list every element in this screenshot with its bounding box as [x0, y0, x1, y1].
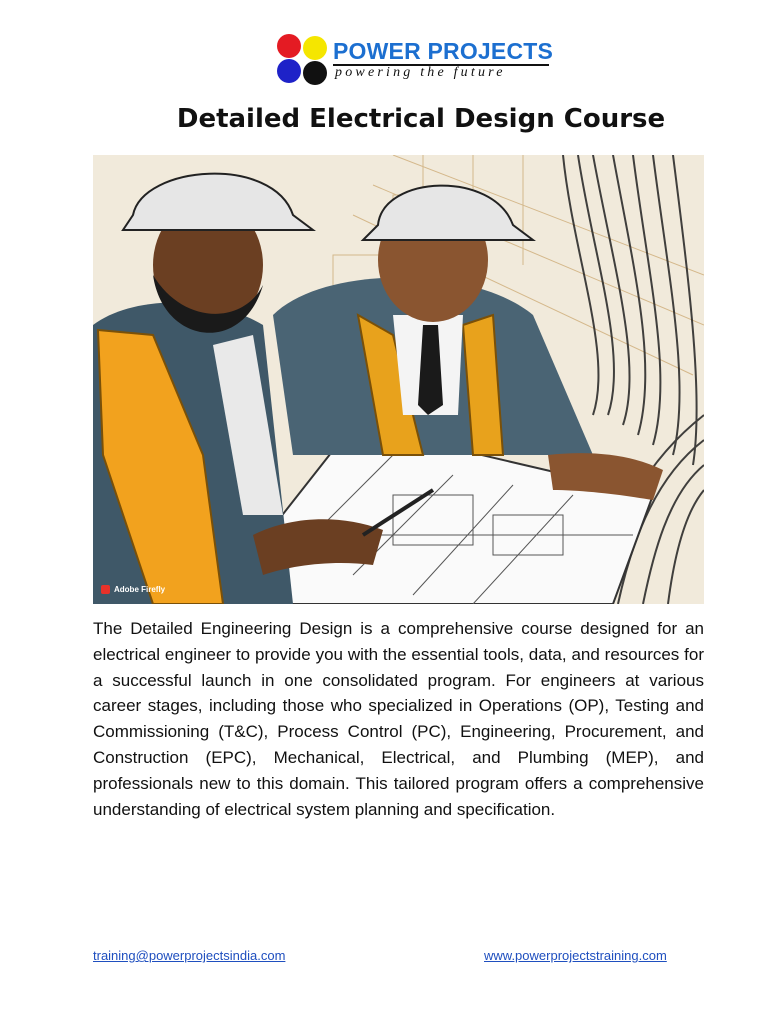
- brand-logo: [276, 34, 556, 86]
- red-dot: [277, 34, 301, 58]
- yellow-dot: [303, 36, 327, 60]
- badge-label: Adobe Firefly: [114, 585, 166, 594]
- adobe-icon: [101, 585, 110, 594]
- adobe-firefly-badge: [101, 585, 165, 594]
- black-dot: [303, 61, 327, 85]
- website-link[interactable]: www.powerprojectstraining.com: [484, 948, 667, 963]
- page-title: Detailed Electrical Design Course: [176, 104, 666, 134]
- email-link[interactable]: training@powerprojectsindia.com: [93, 948, 286, 963]
- engineers-blueprint-illustration: [93, 155, 704, 604]
- brand-tagline: powering the future: [335, 65, 506, 80]
- brand-name: POWER PROJECTS: [333, 38, 554, 64]
- course-description: The Detailed Engineering Design is a comprehensive course designed for an electrical engineer to provide you with the essential tools, data, and resources for a successful launch in one consolidated program. For engineers at various career stages, including those who specialized in Operations (OP), Testing and Commissioning (T&C), Process Control (PC), Engineering, Procurement, and Construction (EPC), Mechanical, Electrical, and Plumbing (MEP), and professionals new to this domain. This tailored program offers a comprehensive understanding of electrical system planning and specification.: [93, 619, 704, 819]
- blue-dot: [277, 59, 301, 83]
- logo-dots-icon: [276, 34, 328, 86]
- hero-illustration: [93, 155, 704, 604]
